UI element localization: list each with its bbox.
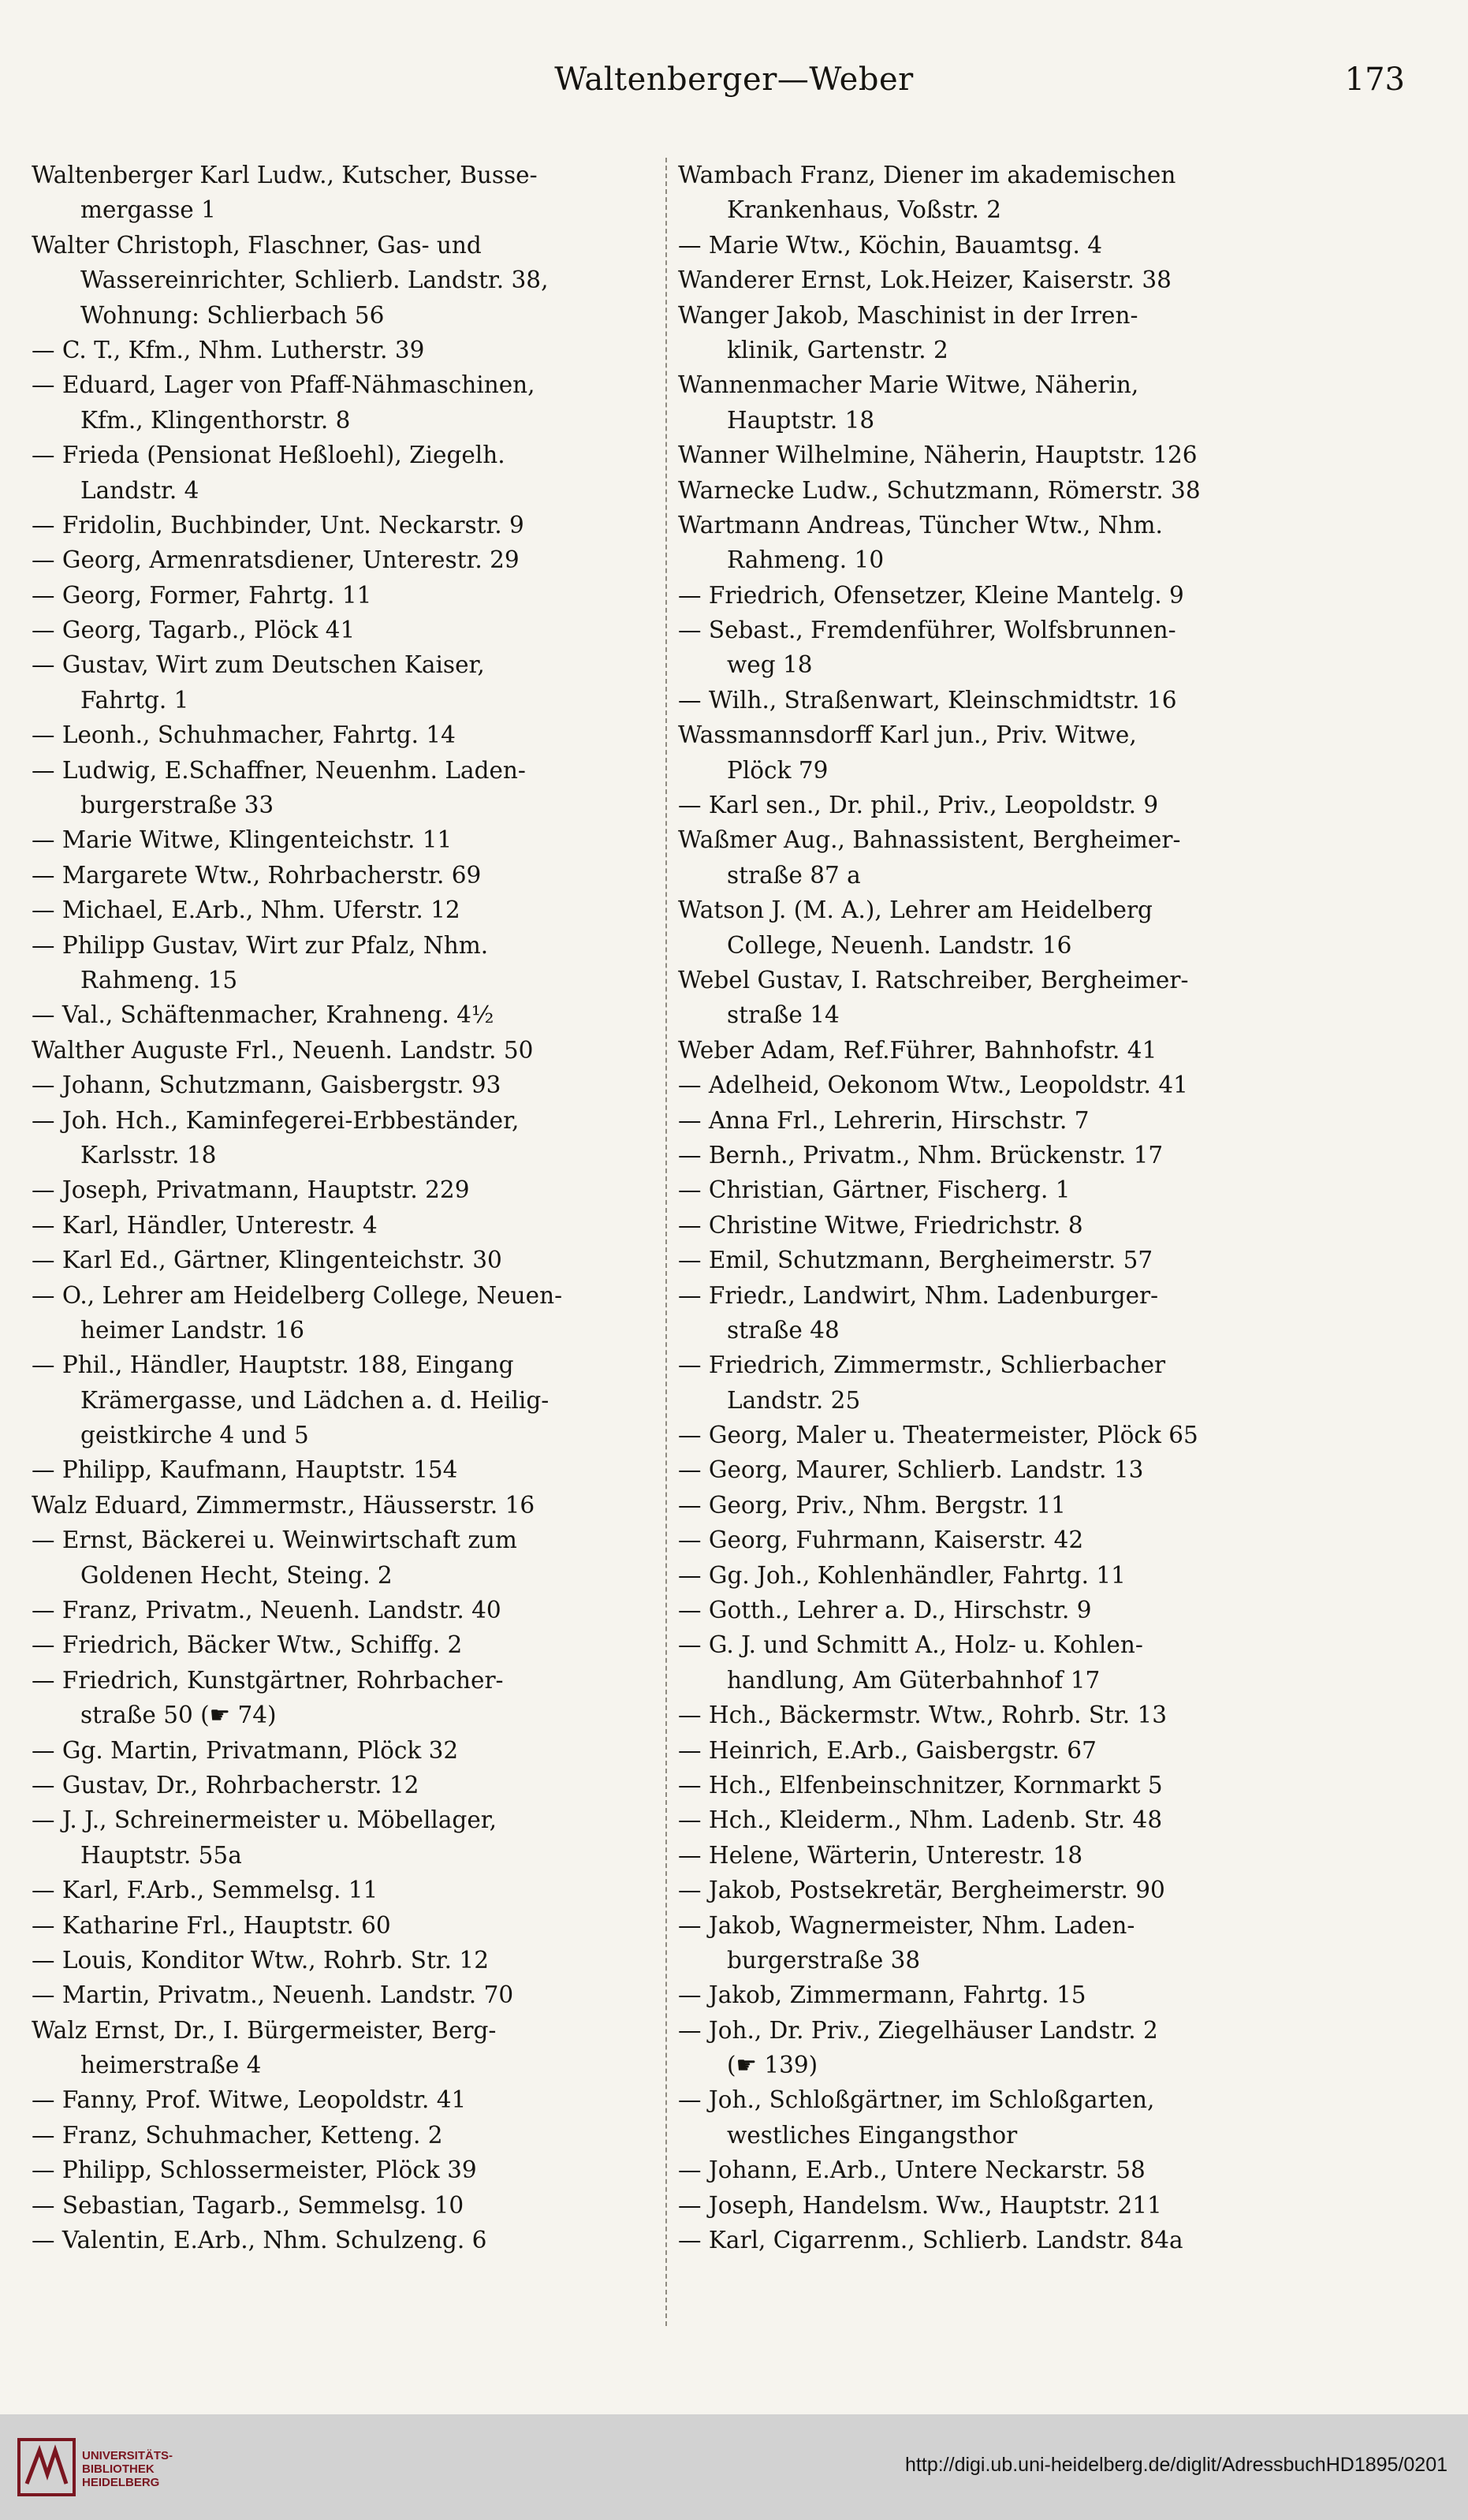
entry-line: — Joh. Hch., Kaminfegerei-Erbbeständer, — [32, 1106, 520, 1134]
directory-entry — [32, 578, 678, 613]
entry-line: — Georg, Armenratsdiener, Unterestr. 29 — [32, 546, 520, 574]
directory-entry — [678, 613, 1325, 683]
entry-line: — Bernh., Privatm., Nhm. Brückenstr. 17 — [678, 1141, 1164, 1169]
directory-entry — [32, 1068, 678, 1102]
directory-entry — [32, 753, 678, 823]
directory-entry — [678, 1802, 1325, 1837]
directory-entry — [32, 1943, 678, 1978]
entry-continuation-line: Plöck 79 — [727, 756, 829, 784]
entry-continuation-line: Karlsstr. 18 — [80, 1141, 217, 1169]
entry-line: — Philipp, Schlossermeister, Plöck 39 — [32, 2157, 477, 2184]
entry-line: Webel Gustav, I. Ratschreiber, Bergheimer- — [678, 966, 1189, 993]
entry-continuation-line: straße 48 — [727, 1316, 840, 1344]
entry-line: — Katharine Frl., Hauptstr. 60 — [32, 1911, 391, 1939]
directory-entry — [678, 508, 1325, 578]
entry-continuation-line: burgerstraße 38 — [727, 1946, 921, 1974]
entry-line: — Christian, Gärtner, Fischerg. 1 — [678, 1176, 1071, 1204]
directory-entry — [678, 158, 1325, 228]
entry-line: — Heinrich, E.Arb., Gaisbergstr. 67 — [678, 1736, 1097, 1764]
entry-continuation-line: handlung, Am Güterbahnhof 17 — [727, 1666, 1101, 1694]
entry-line: — Joh., Dr. Priv., Ziegelhäuser Landstr. 2 — [678, 2016, 1158, 2044]
entry-line: — Christine Witwe, Friedrichstr. 8 — [678, 1211, 1083, 1239]
entry-line: — Friedrich, Bäcker Wtw., Schiffg. 2 — [32, 1631, 463, 1659]
entry-line: — Gustav, Wirt zum Deutschen Kaiser, — [32, 651, 485, 679]
directory-entry — [678, 1698, 1325, 1732]
directory-entry — [678, 1452, 1325, 1487]
entry-continuation-line: Wassereinrichter, Schlierb. Landstr. 38, — [80, 267, 549, 294]
entry-line: — Leonh., Schuhmacher, Fahrtg. 14 — [32, 721, 456, 749]
directory-entry — [678, 963, 1325, 1033]
directory-entry — [678, 1278, 1325, 1348]
entry-line: Watson J. (M. A.), Lehrer am Heidelberg — [678, 897, 1153, 924]
directory-entry — [32, 508, 678, 542]
entry-line: — Michael, E.Arb., Nhm. Uferstr. 12 — [32, 897, 460, 924]
entry-line: — Wilh., Straßenwart, Kleinschmidtstr. 16 — [678, 686, 1177, 714]
entry-line: — Jakob, Postsekretär, Bergheimerstr. 90 — [678, 1877, 1165, 1904]
entry-line: Wambach Franz, Diener im akademischen — [678, 162, 1176, 188]
entry-line: — Friedr., Landwirt, Nhm. Ladenburger- — [678, 1281, 1159, 1309]
entry-continuation-line: straße 87 a — [727, 861, 861, 889]
directory-entry — [678, 718, 1325, 788]
directory-entry — [32, 2188, 678, 2223]
entry-continuation-line: straße 50 (☛ 74) — [80, 1702, 277, 1729]
directory-entry — [678, 788, 1325, 822]
entry-continuation-line: Rahmeng. 15 — [80, 966, 238, 993]
directory-entry — [678, 2223, 1325, 2257]
entry-line: Walz Eduard, Zimmermstr., Häusserstr. 16 — [32, 1491, 535, 1519]
directory-entry — [32, 997, 678, 1032]
directory-entry — [32, 1768, 678, 1802]
entry-line: — Joseph, Handelsm. Ww., Hauptstr. 211 — [678, 2191, 1162, 2219]
directory-entry — [32, 1978, 678, 2012]
directory-entry — [678, 1418, 1325, 1452]
directory-entry — [32, 228, 678, 333]
entry-line: — Johann, E.Arb., Untere Neckarstr. 58 — [678, 2157, 1146, 2184]
directory-entry — [32, 2118, 678, 2153]
entry-line: — Louis, Konditor Wtw., Rohrb. Str. 12 — [32, 1946, 489, 1974]
directory-entry — [32, 928, 678, 998]
entry-line: — Hch., Elfenbeinschnitzer, Kornmarkt 5 — [678, 1771, 1163, 1799]
entry-line: — Friedrich, Ofensetzer, Kleine Mantelg. 9 — [678, 581, 1184, 609]
entry-line: — Franz, Privatm., Neuenh. Landstr. 40 — [32, 1597, 501, 1624]
directory-entry — [678, 228, 1325, 263]
directory-entry — [678, 1523, 1325, 1557]
directory-entry — [678, 367, 1325, 438]
directory-entry — [678, 1243, 1325, 1277]
entry-line: — J. J., Schreinermeister u. Möbellager, — [32, 1806, 497, 1834]
entry-continuation-line: straße 14 — [727, 1001, 840, 1029]
left-column — [32, 158, 678, 2257]
entry-line: — Franz, Schuhmacher, Ketteng. 2 — [32, 2121, 443, 2149]
entry-continuation-line: Krankenhaus, Voßstr. 2 — [727, 196, 1001, 224]
footer-bar — [0, 2414, 1468, 2520]
entry-line: — Gustav, Dr., Rohrbacherstr. 12 — [32, 1771, 419, 1799]
entry-line: — Martin, Privatm., Neuenh. Landstr. 70 — [32, 1981, 514, 2009]
entry-line: — Sebastian, Tagarb., Semmelsg. 10 — [32, 2191, 464, 2219]
column-divider — [665, 158, 667, 2326]
directory-entry — [678, 263, 1325, 297]
directory-entry — [678, 1838, 1325, 1873]
page-header — [47, 62, 1421, 125]
entry-line: Waltenberger Karl Ludw., Kutscher, Busse- — [32, 162, 538, 188]
directory-entry — [32, 1488, 678, 1523]
entry-continuation-line: Hauptstr. 18 — [727, 406, 875, 434]
entry-line: — Marie Wtw., Köchin, Bauamtsg. 4 — [678, 231, 1103, 259]
entry-line: Wartmann Andreas, Tüncher Wtw., Nhm. — [678, 511, 1163, 539]
directory-entry — [678, 2153, 1325, 2187]
entry-continuation-line: weg 18 — [727, 651, 813, 679]
entry-line: — Friedrich, Zimmermstr., Schlierbacher — [678, 1351, 1166, 1379]
entry-line: Wanner Wilhelmine, Näherin, Hauptstr. 126 — [678, 442, 1198, 469]
page-number: 173 — [1344, 62, 1405, 98]
entry-line: — Karl, F.Arb., Semmelsg. 11 — [32, 1877, 378, 1904]
directory-entry — [32, 1733, 678, 1768]
entry-line: — C. T., Kfm., Nhm. Lutherstr. 39 — [32, 336, 425, 363]
entry-line: — Georg, Tagarb., Plöck 41 — [32, 617, 356, 644]
entry-line: — Anna Frl., Lehrerin, Hirschstr. 7 — [678, 1106, 1090, 1134]
directory-entry — [32, 647, 678, 718]
directory-entry — [32, 1452, 678, 1487]
entry-line: — Emil, Schutzmann, Bergheimerstr. 57 — [678, 1247, 1153, 1274]
entry-line: — Val., Schäftenmacher, Krahneng. 4½ — [32, 1001, 494, 1029]
directory-entry — [32, 1172, 678, 1207]
entry-line: Wassmannsdorff Karl jun., Priv. Witwe, — [678, 721, 1137, 749]
entry-line: — Gotth., Lehrer a. D., Hirschstr. 9 — [678, 1597, 1092, 1624]
entry-line: — Marie Witwe, Klingenteichstr. 11 — [32, 826, 453, 854]
university-library-logo — [16, 2436, 77, 2498]
entry-line: — Helene, Wärterin, Unterestr. 18 — [678, 1841, 1083, 1869]
directory-entry — [678, 683, 1325, 718]
entry-line: — G. J. und Schmitt A., Holz- u. Kohlen- — [678, 1631, 1143, 1659]
directory-entry — [678, 1978, 1325, 2012]
entry-continuation-line: College, Neuenh. Landstr. 16 — [727, 931, 1072, 959]
entry-continuation-line: geistkirche 4 und 5 — [80, 1422, 309, 1449]
directory-entry — [678, 1593, 1325, 1627]
entry-continuation-line: (☛ 139) — [727, 2052, 818, 2079]
directory-entry — [678, 2013, 1325, 2083]
directory-entry — [32, 1348, 678, 1452]
entry-line: Walter Christoph, Flaschner, Gas- und — [32, 231, 482, 259]
source-url-link[interactable]: http://digi.ub.uni-heidelberg.de/diglit/AdressbuchHD1895/0201 — [905, 2454, 1448, 2476]
directory-entry — [32, 858, 678, 893]
library-name-line: UNIVERSITÄTS- — [82, 2449, 173, 2462]
directory-entry — [32, 542, 678, 577]
directory-entry — [678, 298, 1325, 368]
directory-entry — [678, 1103, 1325, 1138]
entry-line: Weber Adam, Ref.Führer, Bahnhofstr. 41 — [678, 1036, 1157, 1064]
entry-line: — Joh., Schloßgärtner, im Schloßgarten, — [678, 2086, 1155, 2114]
directory-entry — [32, 1208, 678, 1243]
entry-continuation-line: Wohnung: Schlierbach 56 — [80, 301, 385, 329]
directory-entry — [678, 578, 1325, 613]
entry-line: — Jakob, Zimmermann, Fahrtg. 15 — [678, 1981, 1086, 2009]
entry-line: Warnecke Ludw., Schutzmann, Römerstr. 38 — [678, 476, 1201, 504]
entry-line: Waßmer Aug., Bahnassistent, Bergheimer- — [678, 826, 1181, 854]
entry-line: — Gg. Joh., Kohlenhändler, Fahrtg. 11 — [678, 1561, 1126, 1589]
entry-line: — Eduard, Lager von Pfaff-Nähmaschinen, — [32, 371, 535, 399]
entry-line: — O., Lehrer am Heidelberg College, Neuen- — [32, 1281, 563, 1309]
entry-continuation-line: Rahmeng. 10 — [727, 546, 885, 574]
entry-line: — Ludwig, E.Schaffner, Neuenhm. Laden- — [32, 756, 526, 784]
entry-line: Wannenmacher Marie Witwe, Näherin, — [678, 371, 1139, 399]
entry-line: — Ernst, Bäckerei u. Weinwirtschaft zum — [32, 1527, 517, 1554]
directory-entry — [32, 2013, 678, 2083]
entry-line: — Karl, Cigarrenm., Schlierb. Landstr. 84a — [678, 2227, 1183, 2254]
directory-entry — [678, 1488, 1325, 1523]
entry-line: — Joseph, Privatmann, Hauptstr. 229 — [32, 1176, 470, 1204]
entry-continuation-line: heimer Landstr. 16 — [80, 1316, 305, 1344]
directory-entry — [32, 158, 678, 228]
directory-entry — [32, 2153, 678, 2187]
entry-line: — Georg, Maler u. Theatermeister, Plöck 65 — [678, 1422, 1198, 1449]
entry-line: — Georg, Priv., Nhm. Bergstr. 11 — [678, 1491, 1066, 1519]
directory-entry — [678, 1172, 1325, 1207]
library-name-line: HEIDELBERG — [82, 2476, 160, 2489]
entry-continuation-line: Landstr. 4 — [80, 476, 199, 504]
directory-entry — [32, 1523, 678, 1593]
entry-line: — Karl, Händler, Unterestr. 4 — [32, 1211, 378, 1239]
directory-entry — [678, 1033, 1325, 1068]
directory-entry — [32, 1873, 678, 1907]
directory-entry — [678, 1873, 1325, 1907]
entry-continuation-line: Landstr. 25 — [727, 1386, 861, 1414]
directory-entry — [32, 2082, 678, 2117]
entry-line: — Margarete Wtw., Rohrbacherstr. 69 — [32, 861, 482, 889]
directory-entry — [678, 1348, 1325, 1418]
directory-entry — [32, 1627, 678, 1662]
directory-entry — [678, 1627, 1325, 1698]
directory-entry — [678, 1138, 1325, 1172]
entry-line: Wanger Jakob, Maschinist in der Irren- — [678, 301, 1138, 329]
directory-entry — [32, 822, 678, 857]
entry-line: — Valentin, E.Arb., Nhm. Schulzeng. 6 — [32, 2227, 487, 2254]
entry-line: — Philipp, Kaufmann, Hauptstr. 154 — [32, 1456, 458, 1484]
directory-entry — [678, 473, 1325, 508]
entry-line: — Johann, Schutzmann, Gaisbergstr. 93 — [32, 1072, 501, 1099]
entry-line: — Frieda (Pensionat Heßloehl), Ziegelh. — [32, 442, 505, 469]
directory-entry — [678, 2188, 1325, 2223]
entry-line: — Hch., Bäckermstr. Wtw., Rohrb. Str. 13 — [678, 1702, 1168, 1729]
directory-entry — [678, 1733, 1325, 1768]
entry-line: — Georg, Fuhrmann, Kaiserstr. 42 — [678, 1527, 1084, 1554]
entry-line: Walz Ernst, Dr., I. Bürgermeister, Berg- — [32, 2016, 497, 2044]
entry-line: — Georg, Former, Fahrtg. 11 — [32, 581, 372, 609]
entry-line: — Phil., Händler, Hauptstr. 188, Eingang — [32, 1351, 514, 1379]
entry-line: — Gg. Martin, Privatmann, Plöck 32 — [32, 1736, 459, 1764]
entry-continuation-line: mergasse 1 — [80, 196, 216, 224]
entry-continuation-line: westliches Eingangsthor — [727, 2121, 1018, 2149]
entry-line: Walther Auguste Frl., Neuenh. Landstr. 50 — [32, 1036, 534, 1064]
running-title: Waltenberger—Weber — [554, 62, 914, 98]
library-name-line: BIBLIOTHEK — [82, 2462, 155, 2476]
directory-entry — [32, 438, 678, 508]
directory-entry — [32, 1593, 678, 1627]
directory-entry — [32, 1243, 678, 1277]
entry-continuation-line: Hauptstr. 55a — [80, 1841, 242, 1869]
directory-entry — [32, 718, 678, 752]
directory-entry — [32, 1033, 678, 1068]
directory-entry — [678, 1068, 1325, 1102]
directory-entry — [678, 1768, 1325, 1802]
entry-line: — Hch., Kleiderm., Nhm. Ladenb. Str. 48 — [678, 1806, 1163, 1834]
entry-line: Wanderer Ernst, Lok.Heizer, Kaiserstr. 38 — [678, 267, 1172, 294]
directory-entry — [32, 1663, 678, 1733]
entry-line: — Fanny, Prof. Witwe, Leopoldstr. 41 — [32, 2086, 467, 2114]
directory-entry — [32, 1802, 678, 1873]
directory-entry — [678, 1908, 1325, 1978]
entry-line: — Jakob, Wagnermeister, Nhm. Laden- — [678, 1911, 1135, 1939]
entry-continuation-line: heimerstraße 4 — [80, 2052, 262, 2079]
entry-continuation-line: Kfm., Klingenthorstr. 8 — [80, 406, 351, 434]
entry-continuation-line: burgerstraße 33 — [80, 792, 274, 819]
entry-line: — Karl sen., Dr. phil., Priv., Leopoldstr. 9 — [678, 792, 1159, 819]
directory-entry — [32, 613, 678, 647]
entry-line: — Georg, Maurer, Schlierb. Landstr. 13 — [678, 1456, 1144, 1484]
entry-line: — Karl Ed., Gärtner, Klingenteichstr. 30 — [32, 1247, 502, 1274]
library-name — [82, 2449, 173, 2489]
directory-entry — [678, 1558, 1325, 1593]
directory-entry — [32, 1278, 678, 1348]
directory-entry — [32, 893, 678, 927]
entry-continuation-line: klinik, Gartenstr. 2 — [727, 336, 948, 363]
entry-line: — Adelheid, Oekonom Wtw., Leopoldstr. 41 — [678, 1072, 1188, 1099]
directory-entry — [678, 1208, 1325, 1243]
directory-entry — [32, 367, 678, 438]
right-column — [678, 158, 1325, 2257]
entry-continuation-line: Krämergasse, und Lädchen a. d. Heilig- — [80, 1386, 550, 1414]
directory-entry — [678, 438, 1325, 472]
entry-line: — Sebast., Fremdenführer, Wolfsbrunnen- — [678, 617, 1176, 644]
entry-line: — Friedrich, Kunstgärtner, Rohrbacher- — [32, 1666, 504, 1694]
directory-entry — [32, 1103, 678, 1173]
directory-entry — [678, 2082, 1325, 2153]
directory-entry — [32, 2223, 678, 2257]
directory-entry — [32, 1908, 678, 1943]
directory-entry — [678, 893, 1325, 963]
entry-continuation-line: Goldenen Hecht, Steing. 2 — [80, 1561, 393, 1589]
directory-entry — [678, 822, 1325, 893]
directory-entry — [32, 333, 678, 367]
entry-continuation-line: Fahrtg. 1 — [80, 686, 189, 714]
entry-line: — Fridolin, Buchbinder, Unt. Neckarstr. 9 — [32, 511, 524, 539]
entry-line: — Philipp Gustav, Wirt zur Pfalz, Nhm. — [32, 931, 489, 959]
